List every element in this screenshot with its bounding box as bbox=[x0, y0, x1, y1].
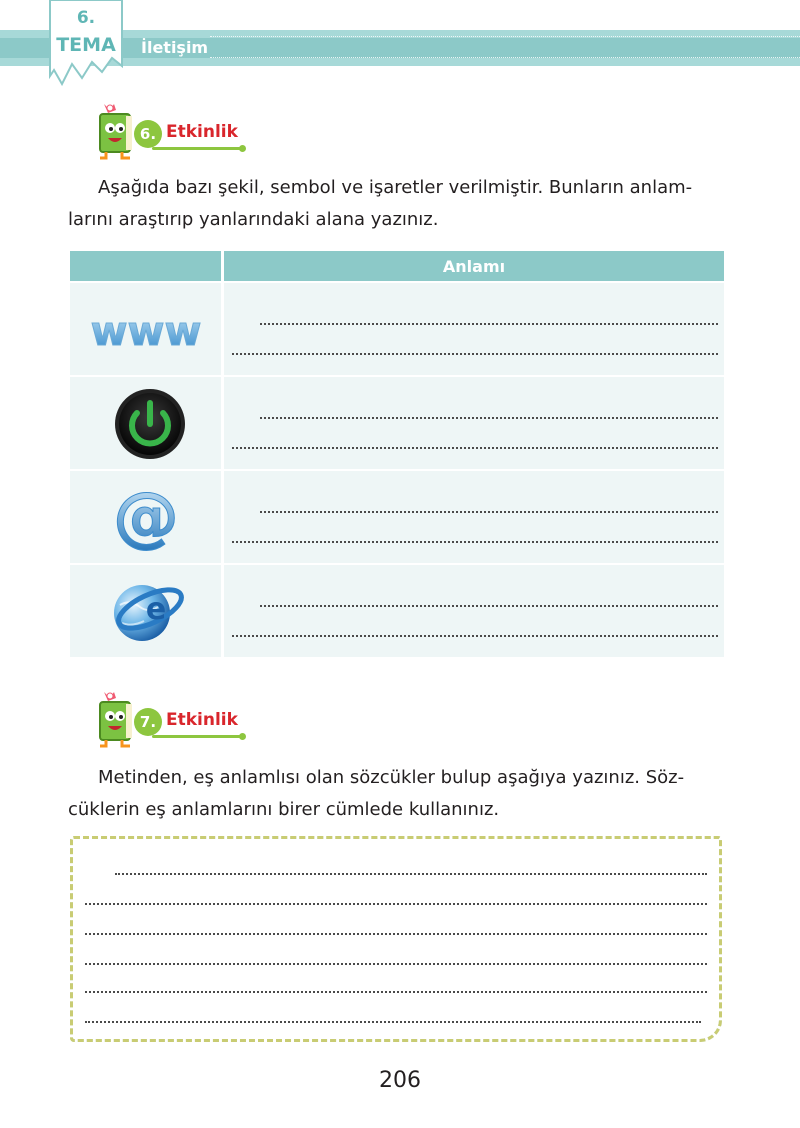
tema-tab bbox=[48, 0, 124, 84]
symbols-table-header-meaning: Anlamı bbox=[224, 251, 724, 281]
activity-7-number: 7. bbox=[134, 708, 162, 736]
symbols-table-header bbox=[70, 251, 724, 281]
header-dotted-line-top bbox=[210, 36, 800, 37]
answer-dotted-line bbox=[85, 1021, 701, 1023]
answer-dotted-line bbox=[85, 963, 707, 965]
answer-box[interactable] bbox=[70, 836, 722, 1042]
table-row bbox=[70, 565, 724, 657]
activity-7-badge bbox=[82, 688, 252, 750]
theme-title: İletişim bbox=[141, 38, 209, 57]
internet-explorer-globe-icon bbox=[70, 565, 221, 657]
symbol-cell bbox=[70, 377, 221, 469]
answer-dotted-line bbox=[232, 635, 718, 637]
answer-cell[interactable] bbox=[224, 471, 724, 563]
symbol-cell bbox=[70, 471, 221, 563]
answer-dotted-line bbox=[260, 323, 718, 325]
symbol-cell bbox=[70, 565, 221, 657]
symbols-table-header-left bbox=[70, 251, 221, 281]
activity-7-instruction bbox=[68, 762, 726, 826]
answer-dotted-line bbox=[232, 541, 718, 543]
activity-6-instruction-line2: larını araştırıp yanlarındaki alana yazınız. bbox=[68, 209, 439, 230]
answer-dotted-line bbox=[85, 991, 707, 993]
answer-dotted-line bbox=[232, 447, 718, 449]
header-dotted-line-bottom bbox=[210, 57, 800, 58]
activity-6-label: Etkinlik bbox=[166, 122, 238, 142]
activity-6-number: 6. bbox=[134, 120, 162, 148]
table-row bbox=[70, 283, 724, 375]
answer-dotted-line bbox=[260, 511, 718, 513]
activity-7-underline bbox=[152, 735, 242, 738]
answer-cell[interactable] bbox=[224, 283, 724, 375]
power-button-icon bbox=[70, 377, 221, 469]
answer-dotted-line bbox=[232, 353, 718, 355]
tema-word: TEMA bbox=[56, 34, 116, 56]
symbols-table bbox=[70, 251, 724, 658]
activity-6-instruction bbox=[68, 172, 726, 236]
answer-cell[interactable] bbox=[224, 377, 724, 469]
answer-dotted-line bbox=[115, 873, 707, 875]
activity-7-instruction-line1: Metinden, eş anlamlısı olan sözcükler bulup aşağıya yazınız. Söz- bbox=[98, 767, 685, 788]
table-row bbox=[70, 377, 724, 469]
activity-6-underline bbox=[152, 147, 242, 150]
activity-6-instruction-line1: Aşağıda bazı şekil, sembol ve işaretler verilmiştir. Bunların anlam- bbox=[98, 177, 693, 198]
tema-number: 6. bbox=[76, 8, 96, 28]
answer-dotted-line bbox=[85, 933, 707, 935]
activity-7-label: Etkinlik bbox=[166, 710, 238, 730]
www-icon-text: www bbox=[90, 309, 202, 355]
answer-dotted-line bbox=[260, 605, 718, 607]
www-icon bbox=[70, 283, 221, 375]
activity-7-instruction-line2: cüklerin eş anlamlarını birer cümlede kullanınız. bbox=[68, 799, 500, 820]
at-sign-icon bbox=[70, 471, 221, 563]
symbol-cell bbox=[70, 283, 221, 375]
page-number: 206 bbox=[379, 1068, 421, 1093]
activity-6-badge bbox=[82, 100, 252, 162]
at-sign-icon-text: @ bbox=[113, 478, 179, 555]
table-row bbox=[70, 471, 724, 563]
answer-dotted-line bbox=[85, 903, 707, 905]
answer-dotted-line bbox=[260, 417, 718, 419]
svg-text:e: e bbox=[145, 592, 167, 627]
answer-cell[interactable] bbox=[224, 565, 724, 657]
